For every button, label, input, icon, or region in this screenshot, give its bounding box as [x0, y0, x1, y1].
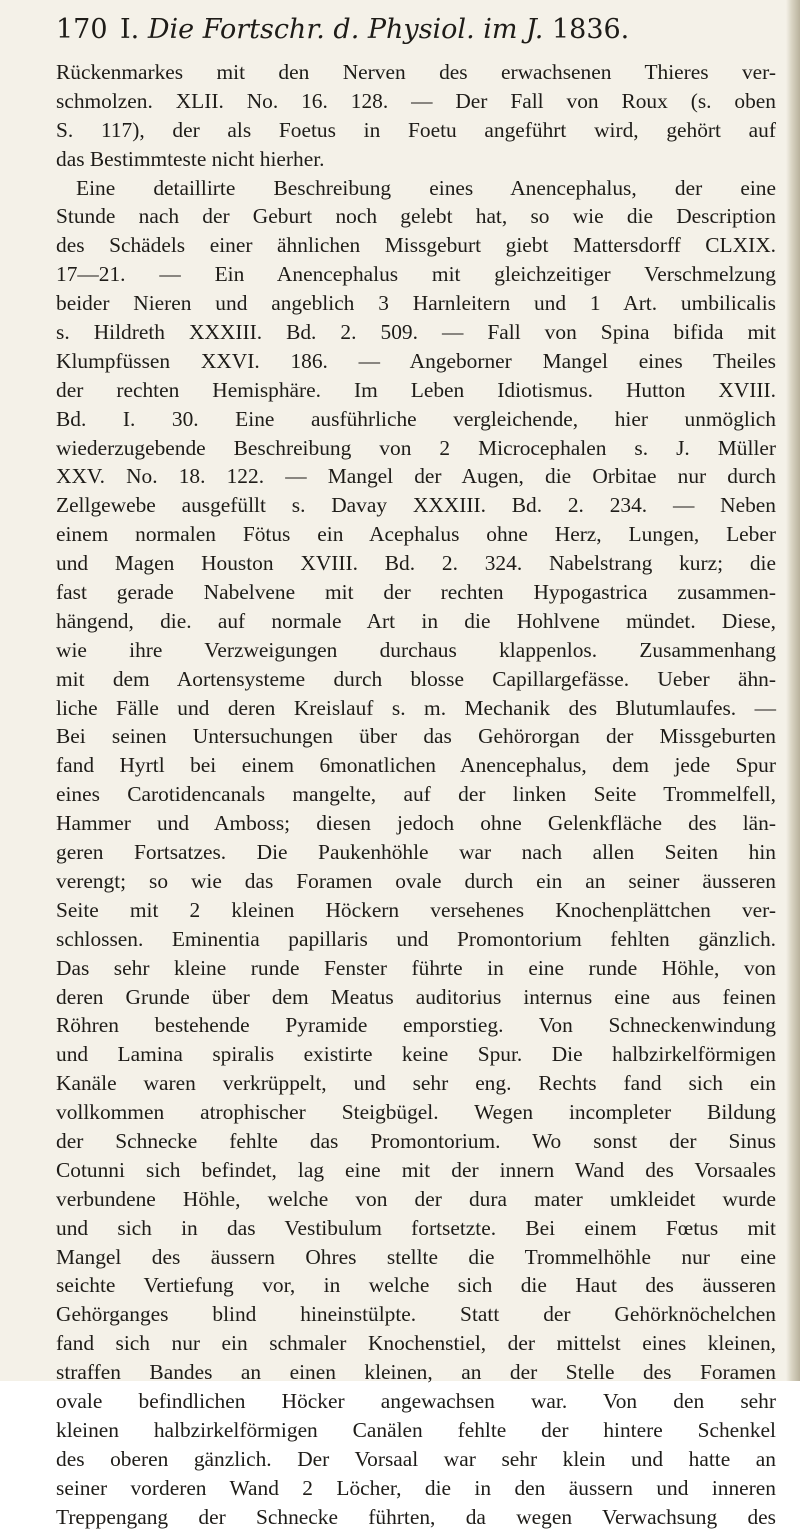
text-line: s. Hildreth XXXIII. Bd. 2. 509. — Fall von Spina bifida mit [56, 320, 776, 345]
text-line: schmolzen. XLII. No. 16. 128. — Der Fall von Roux (s. oben [56, 88, 776, 113]
body-text [56, 58, 776, 1531]
text-line: und Lamina spiralis existirte keine Spur. Die halbzirkelförmigen [56, 1042, 776, 1067]
running-header [56, 14, 756, 54]
text-line: des oberen gänzlich. Der Vorsaal war sehr klein und hatte an [56, 1446, 776, 1471]
text-line: fast gerade Nabelvene mit der rechten Hypogastrica zusammen- [56, 580, 776, 605]
text-line: mit dem Aortensysteme durch blosse Capillargefässe. Ueber ähn- [56, 666, 776, 691]
text-line: kleinen halbzirkelförmigen Canälen fehlte der hintere Schenkel [56, 1417, 776, 1442]
text-line: liche Fälle und deren Kreislauf s. m. Mechanik des Blutumlaufes. — [56, 695, 776, 720]
text-line: und Magen Houston XVIII. Bd. 2. 324. Nabelstrang kurz; die [56, 551, 776, 576]
text-line: Stunde nach der Geburt noch gelebt hat, so wie die Description [56, 204, 776, 229]
text-line: seichte Vertiefung vor, in welche sich die Haut des äusseren [56, 1273, 776, 1298]
text-line: S. 117), der als Foetus in Foetu angeführt wird, gehört auf [56, 117, 776, 142]
text-line: verengt; so wie das Foramen ovale durch ein an seiner äusseren [56, 868, 776, 893]
text-line: Treppengang der Schnecke führten, da wegen Verwachsung des [56, 1504, 776, 1529]
text-line: XXV. No. 18. 122. — Mangel der Augen, die Orbitae nur durch [56, 464, 776, 489]
text-line: Mangel des äussern Ohres stellte die Trommelhöhle nur eine [56, 1244, 776, 1269]
text-line: der rechten Hemisphäre. Im Leben Idiotismus. Hutton XVIII. [56, 377, 776, 402]
text-line: einem normalen Fötus ein Acephalus ohne Herz, Lungen, Leber [56, 522, 776, 547]
text-line: eines Carotidencanals mangelte, auf der linken Seite Trommelfell, [56, 782, 776, 807]
text-line: wiederzugebende Beschreibung von 2 Microcephalen s. J. Müller [56, 435, 776, 460]
header-year: 1836. [543, 14, 630, 45]
text-line: Eine detaillirte Beschreibung eines Anencephalus, der eine [76, 175, 776, 200]
text-line: Seite mit 2 kleinen Höckern versehenes Knochenplättchen ver- [56, 897, 776, 922]
header-title-italic: Die Fortschr. d. Physiol. im J. [147, 14, 544, 45]
text-line: geren Fortsatzes. Die Paukenhöhle war nach allen Seiten hin [56, 840, 776, 865]
text-line: das Bestimmteste nicht hierher. [56, 146, 325, 171]
text-line: 17—21. — Ein Anencephalus mit gleichzeitiger Verschmelzung [56, 262, 776, 287]
page-edge-shadow [786, 0, 800, 1381]
text-line: Bei seinen Untersuchungen über das Gehörorgan der Missgeburten [56, 724, 776, 749]
text-line: ovale befindlichen Höcker angewachsen war. Von den sehr [56, 1388, 776, 1413]
text-line: hängend, die. auf normale Art in die Hohlvene mündet. Diese, [56, 608, 776, 633]
text-line: beider Nieren und angeblich 3 Harnleitern und 1 Art. umbilicalis [56, 291, 776, 316]
header-title-prefix: I. [120, 14, 148, 45]
text-line: Röhren bestehende Pyramide emporstieg. Von Schneckenwindung [56, 1013, 776, 1038]
text-line: Bd. I. 30. Eine ausführliche vergleichende, hier unmöglich [56, 406, 776, 431]
text-line: vollkommen atrophischer Steigbügel. Wegen incompleter Bildung [56, 1100, 776, 1125]
text-line: straffen Bandes an einen kleinen, an der Stelle des Foramen [56, 1360, 776, 1385]
text-line: des Schädels einer ähnlichen Missgeburt giebt Mattersdorff CLXIX. [56, 233, 776, 258]
text-line: Klumpfüssen XXVI. 186. — Angeborner Mangel eines Theiles [56, 348, 776, 373]
text-line: Cotunni sich befindet, lag eine mit der innern Wand des Vorsaales [56, 1157, 776, 1182]
text-line: schlossen. Eminentia papillaris und Promontorium fehlten gänzlich. [56, 926, 776, 951]
text-line: und sich in das Vestibulum fortsetzte. Bei einem Fœtus mit [56, 1215, 776, 1240]
text-line: fand sich nur ein schmaler Knochenstiel, der mittelst eines kleinen, [56, 1331, 776, 1356]
text-line: wie ihre Verzweigungen durchaus klappenlos. Zusammenhang [56, 637, 776, 662]
page-number: 170 [56, 14, 108, 45]
text-line: Gehörganges blind hineinstülpte. Statt der Gehörknöchelchen [56, 1302, 776, 1327]
text-line: verbundene Höhle, welche von der dura mater umkleidet wurde [56, 1186, 776, 1211]
text-line: fand Hyrtl bei einem 6monatlichen Anencephalus, dem jede Spur [56, 753, 776, 778]
text-line: Hammer und Amboss; diesen jedoch ohne Gelenkfläche des län- [56, 811, 776, 836]
text-line: Rückenmarkes mit den Nerven des erwachsenen Thieres ver- [56, 60, 776, 84]
text-line: der Schnecke fehlte das Promontorium. Wo sonst der Sinus [56, 1128, 776, 1153]
text-line: Kanäle waren verkrüppelt, und sehr eng. Rechts fand sich ein [56, 1071, 776, 1096]
text-line: Zellgewebe ausgefüllt s. Davay XXXIII. Bd. 2. 234. — Neben [56, 493, 776, 518]
text-line: seiner vorderen Wand 2 Löcher, die in den äussern und inneren [56, 1475, 776, 1500]
text-line: deren Grunde über dem Meatus auditorius internus eine aus feinen [56, 984, 776, 1009]
text-line: Das sehr kleine runde Fenster führte in eine runde Höhle, von [56, 955, 776, 980]
